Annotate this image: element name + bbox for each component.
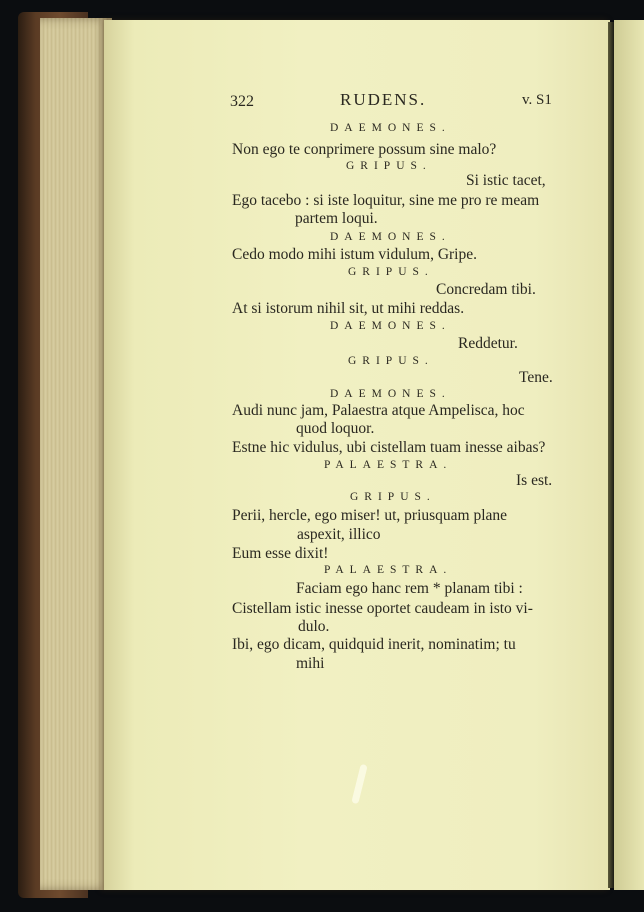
text-line: At si istorum nihil sit, ut mihi reddas. (232, 300, 465, 317)
speaker-heading: DAEMONES. (330, 231, 451, 243)
text-line: Tene. (519, 369, 553, 386)
speaker-heading: PALAESTRA. (324, 459, 453, 471)
text-line: mihi (296, 655, 325, 672)
signature-mark: v. S1 (522, 92, 552, 108)
text-line: dulo. (298, 618, 330, 635)
text-line: Cedo modo mihi istum vidulum, Gripe. (232, 246, 477, 263)
text-line: Eum esse dixit! (232, 545, 329, 562)
facing-page-edge (614, 20, 644, 890)
running-title: RUDENS. (340, 90, 427, 109)
speaker-heading: DAEMONES. (330, 122, 451, 134)
text-line: Faciam ego hanc rem * planam tibi : (296, 580, 523, 597)
speaker-heading: GRIPUS. (348, 266, 434, 278)
text-line: partem loqui. (295, 210, 378, 227)
page-number: 322 (230, 93, 254, 110)
text-line: Non ego te conprimere possum sine malo? (232, 141, 497, 158)
text-line: Ego tacebo : si iste loquitur, sine me pro re meam (232, 192, 540, 209)
page-edges (40, 18, 112, 890)
text-line: Reddetur. (458, 335, 518, 352)
text-line: Perii, hercle, ego miser! ut, priusquam plane (232, 507, 508, 524)
text-line: Cistellam istic inesse oportet caudeam in isto vi- (232, 600, 533, 617)
text-line: Si istic tacet, (466, 172, 546, 189)
text-line: Is est. (516, 472, 553, 489)
speaker-heading: DAEMONES. (330, 320, 451, 332)
speaker-heading: GRIPUS. (346, 160, 432, 172)
text-line: aspexit, illico (297, 526, 381, 543)
speaker-heading: GRIPUS. (348, 355, 434, 367)
speaker-heading: PALAESTRA. (324, 564, 453, 576)
text-line: Audi nunc jam, Palaestra atque Ampelisca, hoc (232, 402, 525, 419)
text-line: quod loquor. (296, 420, 375, 437)
speaker-heading: GRIPUS. (350, 491, 436, 503)
text-line: Concredam tibi. (436, 281, 536, 298)
text-line: Ibi, ego dicam, quidquid inerit, nominatim; tu (232, 636, 516, 653)
speaker-heading: DAEMONES. (330, 388, 451, 400)
text-line: Estne hic vidulus, ubi cistellam tuam inesse aibas? (232, 439, 546, 456)
